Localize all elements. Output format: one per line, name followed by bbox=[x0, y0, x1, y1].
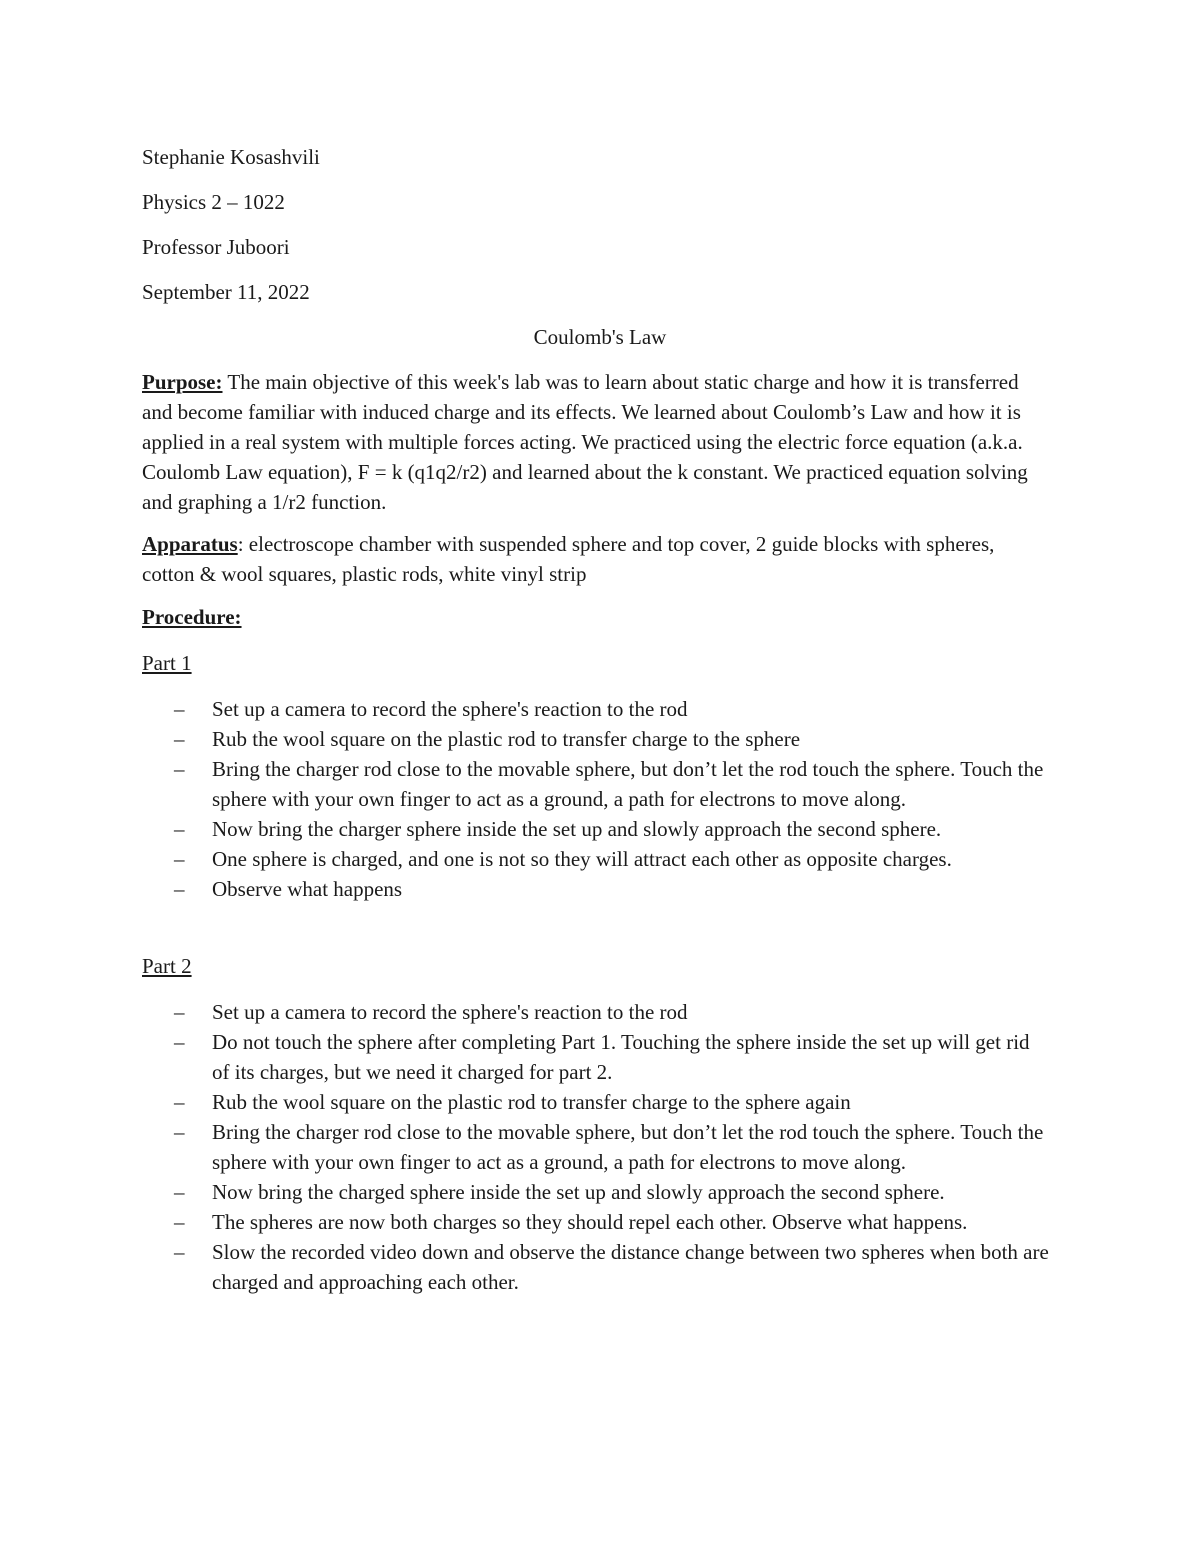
dash-bullet: – bbox=[174, 1210, 185, 1234]
purpose-text: The main objective of this week's lab was to learn about static charge and how it is transferred and become familiar with induced charge and its effects. We learned about Coulomb’s Law and how it is applied in a real system with multiple forces acting. We practiced using the electric force equation (a.k.a. Coulomb Law equation), F = k (q1q2/r2) and learned about the k constant. We practiced equation solving and graphing a 1/r2 function. bbox=[142, 370, 1028, 514]
course-name: Physics 2 – 1022 bbox=[142, 190, 285, 214]
dash-bullet: – bbox=[174, 877, 185, 901]
apparatus-text: : electroscope chamber with suspended sphere and top cover, 2 guide blocks with spheres, cotton & wool squares, plastic rods, white vinyl strip bbox=[142, 532, 995, 586]
dash-bullet: – bbox=[174, 757, 185, 781]
list-item: – Now bring the charger sphere inside the set up and slowly approach the second sphere. bbox=[142, 814, 1052, 844]
list-item: – Observe what happens bbox=[142, 874, 1052, 904]
author-name: Stephanie Kosashvili bbox=[142, 145, 320, 169]
professor-name: Professor Juboori bbox=[142, 235, 290, 259]
dash-bullet: – bbox=[174, 817, 185, 841]
list-item: – The spheres are now both charges so they should repel each other. Observe what happens. bbox=[142, 1207, 1052, 1237]
part2-title: Part 2 bbox=[142, 954, 192, 978]
list-item: – Bring the charger rod close to the movable sphere, but don’t let the rod touch the sphere. Touch the sphere with your own finger to act as a ground, a path for electrons to move along. bbox=[142, 1117, 1052, 1177]
purpose-label: Purpose: bbox=[142, 370, 223, 394]
dash-bullet: – bbox=[174, 1120, 185, 1144]
apparatus-label: Apparatus bbox=[142, 532, 238, 556]
procedure-label: Procedure: bbox=[142, 605, 242, 629]
dash-bullet: – bbox=[174, 1180, 185, 1204]
list-item: – Slow the recorded video down and observe the distance change between two spheres when both are charged and approaching each other. bbox=[142, 1237, 1052, 1297]
apparatus-section bbox=[142, 529, 1052, 589]
part2-steps bbox=[142, 997, 1052, 1297]
dash-bullet: – bbox=[174, 1000, 185, 1024]
dash-bullet: – bbox=[174, 727, 185, 751]
list-item: – Bring the charger rod close to the movable sphere, but don’t let the rod touch the sphere. Touch the sphere with your own finger to act as a ground, a path for electrons to move along. bbox=[142, 754, 1052, 814]
list-item: – Set up a camera to record the sphere's reaction to the rod bbox=[142, 694, 1052, 724]
list-item: – Rub the wool square on the plastic rod to transfer charge to the sphere bbox=[142, 724, 1052, 754]
purpose-section bbox=[142, 367, 1052, 517]
dash-bullet: – bbox=[174, 1090, 185, 1114]
list-item: – Rub the wool square on the plastic rod to transfer charge to the sphere again bbox=[142, 1087, 1052, 1117]
part1-steps bbox=[142, 694, 1052, 904]
list-item: – Set up a camera to record the sphere's reaction to the rod bbox=[142, 997, 1052, 1027]
procedure-heading bbox=[142, 602, 1052, 632]
dash-bullet: – bbox=[174, 697, 185, 721]
dash-bullet: – bbox=[174, 847, 185, 871]
list-item: – Now bring the charged sphere inside the set up and slowly approach the second sphere. bbox=[142, 1177, 1052, 1207]
page-title: Coulomb's Law bbox=[533, 325, 667, 349]
list-item: – Do not touch the sphere after completing Part 1. Touching the sphere inside the set up will get rid of its charges, but we need it charged for part 2. bbox=[142, 1027, 1052, 1087]
dash-bullet: – bbox=[174, 1030, 185, 1054]
document-date: September 11, 2022 bbox=[142, 280, 310, 304]
list-item: – One sphere is charged, and one is not so they will attract each other as opposite charges. bbox=[142, 844, 1052, 874]
dash-bullet: – bbox=[174, 1240, 185, 1264]
part1-title: Part 1 bbox=[142, 651, 192, 675]
